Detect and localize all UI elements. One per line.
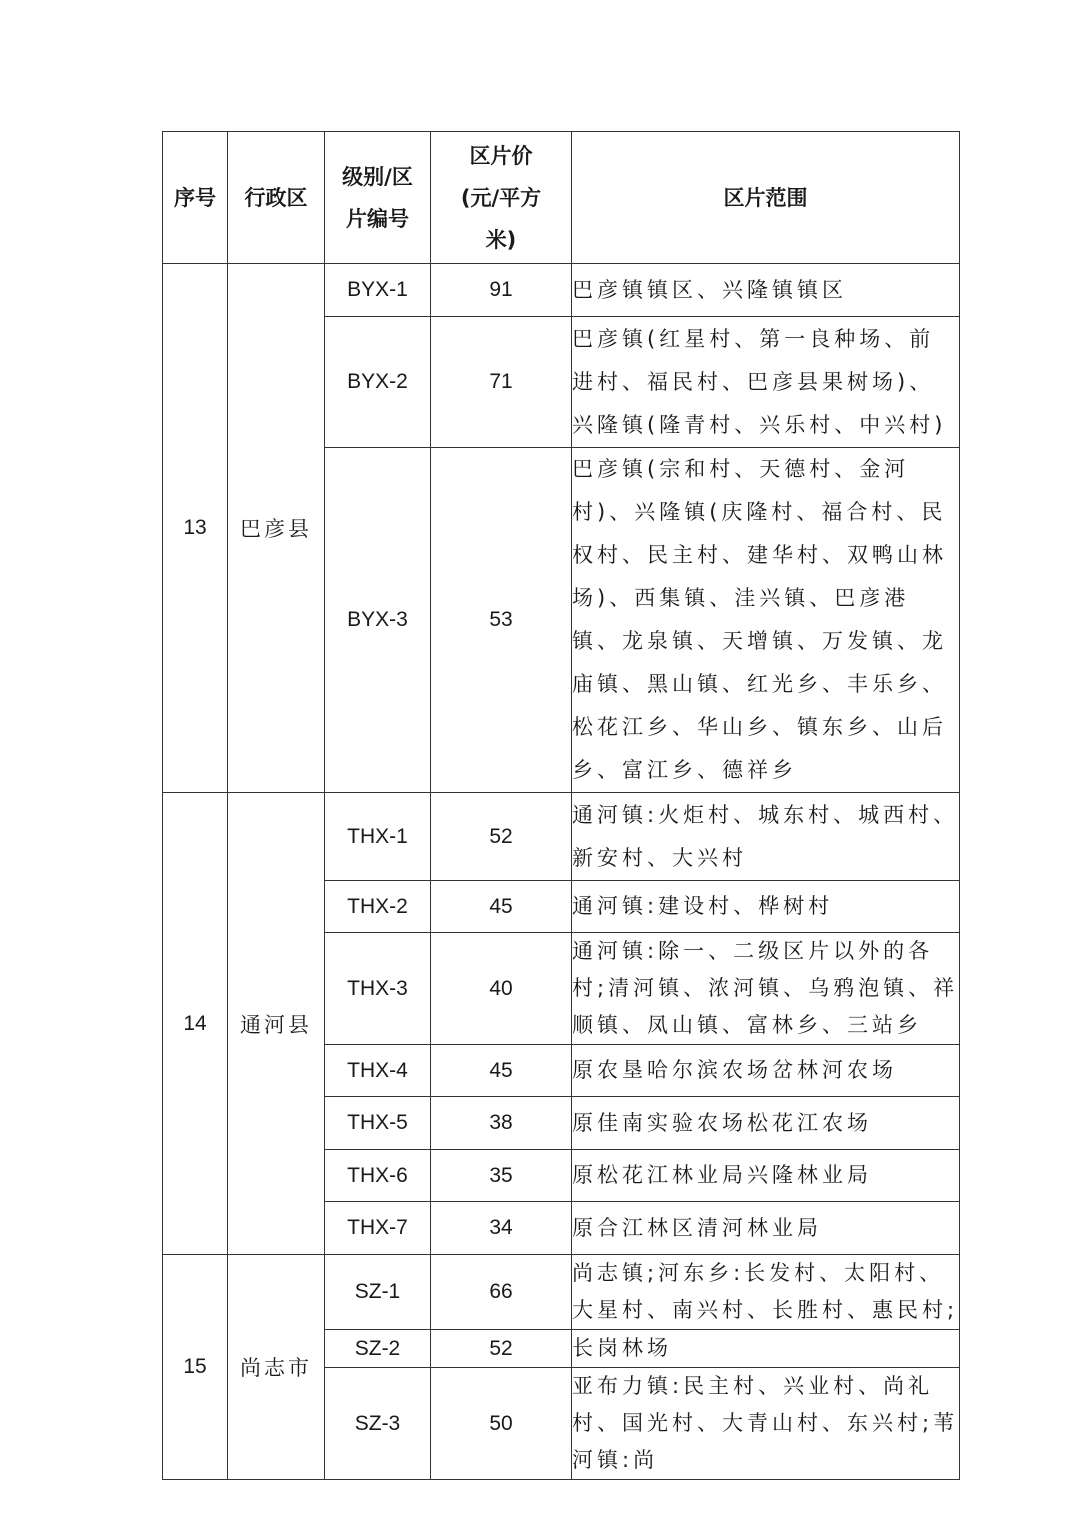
price-cell: 50 xyxy=(431,1368,572,1480)
header-price-line1: 区片价 xyxy=(469,143,533,168)
range-cell: 原合江林区清河林业局 xyxy=(572,1202,960,1255)
header-level xyxy=(325,132,431,264)
range-cell: 通河镇:除一、二级区片以外的各村;清河镇、浓河镇、乌鸦泡镇、祥顺镇、凤山镇、富林乡、三站乡 xyxy=(572,933,960,1045)
code-cell: THX-7 xyxy=(325,1202,431,1255)
code-cell: THX-2 xyxy=(325,881,431,933)
price-cell: 45 xyxy=(431,881,572,933)
price-cell: 35 xyxy=(431,1150,572,1202)
header-price-line3: 米) xyxy=(485,227,517,252)
range-cell: 尚志镇;河东乡:长发村、太阳村、大星村、南兴村、长胜村、惠民村; xyxy=(572,1255,960,1330)
seq-cell: 15 xyxy=(163,1255,228,1480)
range-cell: 原松花江林业局兴隆林业局 xyxy=(572,1150,960,1202)
price-cell: 52 xyxy=(431,793,572,881)
code-cell: THX-6 xyxy=(325,1150,431,1202)
code-cell: BYX-2 xyxy=(325,317,431,448)
price-cell: 71 xyxy=(431,317,572,448)
header-seq: 序号 xyxy=(163,132,228,264)
range-cell: 巴彦镇(红星村、第一良种场、前进村、福民村、巴彦县果树场)、兴隆镇(隆青村、兴乐村、中兴村) xyxy=(572,317,960,448)
price-cell: 52 xyxy=(431,1330,572,1368)
range-cell: 通河镇:火炬村、城东村、城西村、新安村、大兴村 xyxy=(572,793,960,881)
range-cell: 亚布力镇:民主村、兴业村、尚礼村、国光村、大青山村、东兴村;苇河镇:尚 xyxy=(572,1368,960,1480)
table-row xyxy=(163,1255,960,1330)
range-cell: 原农垦哈尔滨农场岔林河农场 xyxy=(572,1045,960,1097)
header-price xyxy=(431,132,572,264)
range-cell: 长岗林场 xyxy=(572,1330,960,1368)
header-price-line2: (元/平方 xyxy=(460,185,542,210)
price-cell: 91 xyxy=(431,264,572,317)
price-cell: 45 xyxy=(431,1045,572,1097)
code-cell: SZ-2 xyxy=(325,1330,431,1368)
range-cell: 通河镇:建设村、桦树村 xyxy=(572,881,960,933)
price-cell: 40 xyxy=(431,933,572,1045)
range-cell: 巴彦镇镇区、兴隆镇镇区 xyxy=(572,264,960,317)
code-cell: THX-5 xyxy=(325,1097,431,1150)
code-cell: SZ-3 xyxy=(325,1368,431,1480)
district-cell: 通河县 xyxy=(228,793,325,1255)
table-row xyxy=(163,793,960,881)
range-cell: 原佳南实验农场松花江农场 xyxy=(572,1097,960,1150)
header-level-line2: 片编号 xyxy=(346,206,409,231)
code-cell: BYX-3 xyxy=(325,448,431,793)
code-cell: BYX-1 xyxy=(325,264,431,317)
price-cell: 53 xyxy=(431,448,572,793)
range-cell: 巴彦镇(宗和村、天德村、金河村)、兴隆镇(庆隆村、福合村、民权村、民主村、建华村、双鸭山林场)、西集镇、洼兴镇、巴彦港镇、龙泉镇、天增镇、万发镇、龙庙镇、黑山镇、红光乡、丰乐乡、松花江乡、华山乡、镇东乡、山后乡、富江乡、德祥乡 xyxy=(572,448,960,793)
code-cell: SZ-1 xyxy=(325,1255,431,1330)
price-cell: 34 xyxy=(431,1202,572,1255)
district-cell: 巴彦县 xyxy=(228,264,325,793)
code-cell: THX-3 xyxy=(325,933,431,1045)
seq-cell: 14 xyxy=(163,793,228,1255)
header-district: 行政区 xyxy=(228,132,325,264)
price-cell: 38 xyxy=(431,1097,572,1150)
land-price-table xyxy=(162,131,960,1480)
table-row xyxy=(163,264,960,317)
district-cell: 尚志市 xyxy=(228,1255,325,1480)
header-range: 区片范围 xyxy=(572,132,960,264)
header-level-line1: 级别/区 xyxy=(342,164,413,189)
price-cell: 66 xyxy=(431,1255,572,1330)
table-header-row xyxy=(163,132,960,264)
code-cell: THX-4 xyxy=(325,1045,431,1097)
seq-cell: 13 xyxy=(163,264,228,793)
code-cell: THX-1 xyxy=(325,793,431,881)
